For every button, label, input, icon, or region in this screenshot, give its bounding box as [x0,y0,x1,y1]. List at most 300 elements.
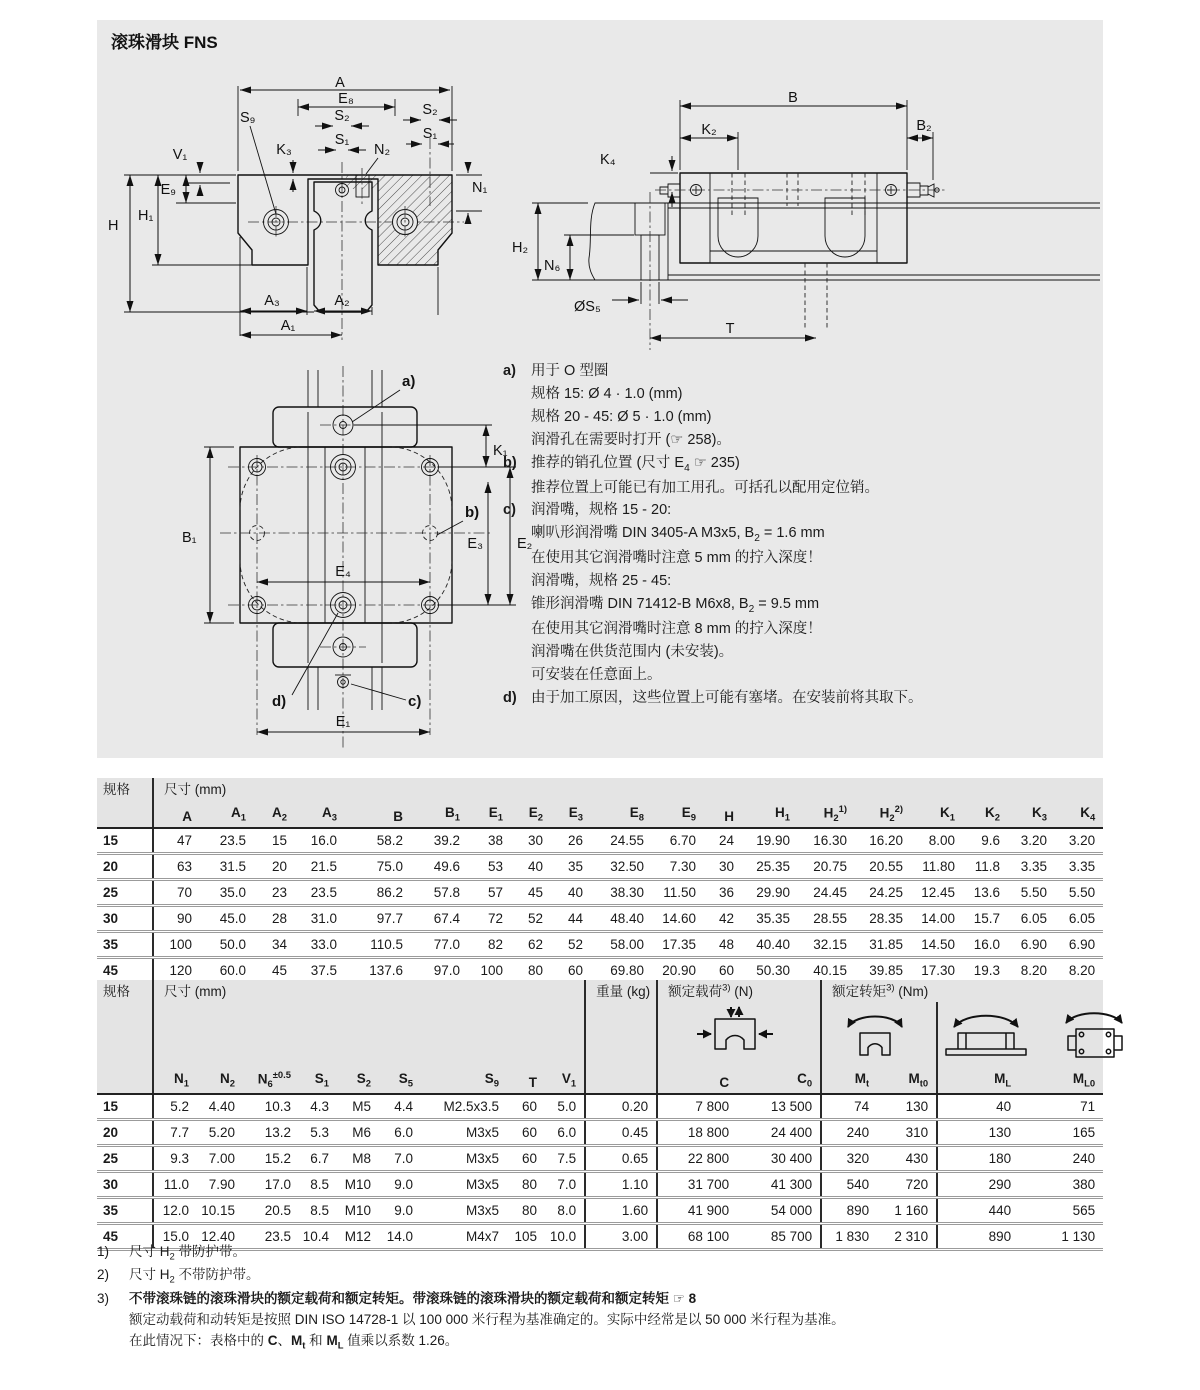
dim-label-e1: E₁ [335,714,351,730]
size-cell: 30 [97,906,153,932]
cell: 14.0 [379,1224,421,1250]
cell: 3.20 [1008,828,1055,854]
dim-label-k3: K₃ [276,142,292,158]
table-row [97,1146,1103,1172]
cell: 31.5 [200,854,254,880]
runner-block-side [680,173,907,263]
column-header: $K_4$ [1055,800,1103,828]
cell: 24 400 [737,1120,821,1146]
cell: 8.20 [1055,958,1103,984]
dim-label-s9: S₉ [240,110,256,126]
dim-label-b2: B₂ [916,118,932,134]
cell: 3.35 [1008,854,1055,880]
dim-label-h1: H₁ [138,208,154,224]
cell: 24.25 [855,880,911,906]
dim-label-k1: K₁ [493,443,508,459]
annotation-body [531,360,1115,452]
column-header: $E_2$ [511,800,551,828]
annotation-body [531,452,1115,500]
table-row [97,1120,1103,1146]
cell: 17.35 [652,932,704,958]
longitudinal-moment-end-icon [1052,1005,1138,1061]
cell: 14.50 [911,932,963,958]
cell: 47 [153,828,200,854]
cell: 40.40 [742,932,798,958]
footnotes [97,1242,1107,1354]
cell: 5.3 [299,1120,337,1146]
t2-letter-row [97,1066,1103,1094]
size-cell: 25 [97,880,153,906]
cell: 36 [704,880,742,906]
cell: 9.6 [963,828,1008,854]
column-header: $M_{L0}$ [1019,1066,1103,1094]
t1-letter-row [97,800,1103,828]
cell: 11.8 [963,854,1008,880]
t2-weight-label: 重量 (kg) [585,980,657,1002]
column-header: $E_1$ [468,800,511,828]
end-cap-bottom [273,623,417,667]
cell: 13.6 [963,880,1008,906]
cell: 41 900 [657,1198,737,1224]
cell: 565 [1019,1198,1103,1224]
column-header: $E_8$ [591,800,652,828]
cell: 50.0 [200,932,254,958]
cell: 4.3 [299,1094,337,1120]
cell: 5.50 [1055,880,1103,906]
cell: 12.0 [153,1198,197,1224]
cell: 890 [821,1198,877,1224]
table-row [97,1198,1103,1224]
cell: M10 [337,1198,379,1224]
footnote [97,1289,1107,1354]
column-header: T [507,1066,545,1094]
dim-label-k2: K₂ [701,122,717,138]
rail-edges [668,203,1100,280]
size-cell: 25 [97,1146,153,1172]
table-row [97,854,1103,880]
cell: 60 [507,1094,545,1120]
cell: 40.15 [798,958,855,984]
cell: 29.90 [742,880,798,906]
cell: 16.0 [295,828,345,854]
cell: 45.0 [200,906,254,932]
cell: 4.40 [197,1094,243,1120]
dim-label-s2b: S₂ [422,102,438,118]
cell: 80 [507,1172,545,1198]
column-header: $E_9$ [652,800,704,828]
size-cell: 35 [97,932,153,958]
cell: 23.5 [243,1224,299,1250]
column-header: B [345,800,411,828]
blank-header [585,1066,657,1094]
cell: 28.35 [855,906,911,932]
cell: 58.2 [345,828,411,854]
cell: 1 830 [821,1224,877,1250]
cell: 4.4 [379,1094,421,1120]
annotation-line: 润滑嘴，规格 25 - 45: [531,573,672,590]
column-header: C [657,1066,737,1094]
footnote-key: 1) [97,1244,110,1259]
cell: 7.30 [652,854,704,880]
cell: 48 [704,932,742,958]
column-header: $N_1$ [153,1066,197,1094]
end-cap-top [273,407,417,447]
annotation-key: b) [503,454,517,471]
annotation-line: 可安装在任意面上。 [531,666,662,683]
column-header: H [704,800,742,828]
cell: 48.40 [591,906,652,932]
annotation-line: 用于 O 型圈 [531,363,609,379]
cell: 69.80 [591,958,652,984]
cell: 62 [511,932,551,958]
cell: 11.50 [652,880,704,906]
dim-label-s5: ØS₅ [574,299,601,315]
cell: 3.20 [1055,828,1103,854]
cell: 7.0 [545,1172,585,1198]
cell: 0.65 [585,1146,657,1172]
cell: 6.0 [379,1120,421,1146]
cell: 39.2 [411,828,468,854]
cell: 9.3 [153,1146,197,1172]
dim-label-b: B [788,90,798,106]
cell: 68 100 [657,1224,737,1250]
cell: 60.0 [200,958,254,984]
annotation-line: 在使用其它润滑嘴时注意 8 mm 的拧入深度！ [531,621,822,638]
cell: M2.5x3.5 [421,1094,507,1120]
t1-group-row [97,778,1103,800]
footnote-line: 尺寸 $H_2$ 带防护带。 [129,1244,247,1263]
column-header: $V_1$ [545,1066,585,1094]
cell: 20.75 [798,854,855,880]
cell: 26 [551,828,591,854]
annotation-line: 锥形润滑嘴 DIN 71412-B M6x8, $B_2 = 9.5$ mm [531,596,820,616]
cell: 25.35 [742,854,798,880]
cell: 12.45 [911,880,963,906]
cell: 240 [1019,1146,1103,1172]
footnote-line: 额定动载荷和动转矩是按照 DIN ISO 14728-1 以 100 000 米行程为基准确定的。实际中经常是以 50 000 米行程为基准。 [129,1311,845,1327]
dim-label-e3: E₃ [467,536,483,552]
cell: 16.0 [963,932,1008,958]
cell: 7.00 [197,1146,243,1172]
size-cell: 30 [97,1172,153,1198]
cell: 38 [468,828,511,854]
rail-edges-top [308,370,382,710]
annotation-body [531,499,1115,686]
cell: 6.05 [1008,906,1055,932]
cell: 15 [254,828,295,854]
annotation-line: 润滑嘴在供货范围内 (未安装)。 [531,643,734,660]
cell: 1.60 [585,1198,657,1224]
annotation-key: c) [503,502,516,519]
cell: 16.20 [855,828,911,854]
footnote-key: 2) [97,1267,110,1283]
cell: 540 [821,1172,877,1198]
cell: M5 [337,1094,379,1120]
annotation-key: d) [503,689,517,706]
cell: 97.7 [345,906,411,932]
cell: 23.5 [295,880,345,906]
cell: 45 [511,880,551,906]
cell: 7.90 [197,1172,243,1198]
dim-label-n1: N₁ [472,180,488,196]
cell: 86.2 [345,880,411,906]
cell: M3x5 [421,1198,507,1224]
cell: 6.7 [299,1146,337,1172]
cell: 130 [877,1094,937,1120]
cell: 18 800 [657,1120,737,1146]
cell: 11.0 [153,1172,197,1198]
cell: 8.00 [911,828,963,854]
column-header: $K_2$ [963,800,1008,828]
column-header: $S_1$ [299,1066,337,1094]
blank-header [97,1066,153,1094]
table-row [97,828,1103,854]
cell: 22 800 [657,1146,737,1172]
ball-track-arcs [240,447,452,623]
cell: 120 [153,958,200,984]
dim-label-a1: A₁ [280,318,296,334]
table-row [97,1172,1103,1198]
size-cell: 15 [97,828,153,854]
cell: 7 800 [657,1094,737,1120]
cell: 40 [551,880,591,906]
table-row [97,1094,1103,1120]
cell: 180 [937,1146,1019,1172]
cell: 20 [254,854,295,880]
cell: 40 [937,1094,1019,1120]
cell: 1 160 [877,1198,937,1224]
column-header: $H_2^{1)}$ [798,800,855,828]
dim-label-a2: A₂ [334,293,350,309]
cell: 6.70 [652,828,704,854]
annotation-line: 规格 20 - 45: Ø 5 · 1.0 (mm) [531,408,712,425]
cell: 45 [254,958,295,984]
cell: 72 [468,906,511,932]
cell: 380 [1019,1172,1103,1198]
column-header: $K_1$ [911,800,963,828]
cell: 100 [468,958,511,984]
column-header: $C_0$ [737,1066,821,1094]
cell: 53 [468,854,511,880]
annotation-key: a) [503,363,516,379]
dim-label-e8: E₈ [338,91,354,107]
t2-body [97,1094,1103,1250]
cell: 54 000 [737,1198,821,1224]
cell: M8 [337,1146,379,1172]
cell: 8.5 [299,1172,337,1198]
cell: 290 [937,1172,1019,1198]
cell: 24 [704,828,742,854]
cell: 30 400 [737,1146,821,1172]
dim-label-v1: V₁ [172,147,188,163]
cell: 2 310 [877,1224,937,1250]
cell: 23.5 [200,828,254,854]
cell: 5.2 [153,1094,197,1120]
cell: M4x7 [421,1224,507,1250]
cell: 60 [551,958,591,984]
cell: 240 [821,1120,877,1146]
annotation-line: 润滑孔在需要时打开 (☞ 258)。 [531,431,731,448]
cell: 8.0 [545,1198,585,1224]
cell: 67.4 [411,906,468,932]
cell: 10.15 [197,1198,243,1224]
cell: 30 [511,828,551,854]
torsional-moment-icon [836,1005,914,1061]
column-header: $M_{t0}$ [877,1066,937,1094]
cell: 32.50 [591,854,652,880]
cell: 165 [1019,1120,1103,1146]
footnote-body [129,1265,1107,1288]
cell: M3x5 [421,1120,507,1146]
cell: 37.5 [295,958,345,984]
cell: 0.20 [585,1094,657,1120]
cell: 440 [937,1198,1019,1224]
cell: 77.0 [411,932,468,958]
dim-label-e2: E₂ [517,536,533,552]
cell: 74 [821,1094,877,1120]
cell: 75.0 [345,854,411,880]
cell: 6.90 [1055,932,1103,958]
annotations [503,360,1115,710]
cell: 9.0 [379,1172,421,1198]
size-cell: 20 [97,1120,153,1146]
column-header: $M_L$ [937,1066,1019,1094]
dim-label-n2: N₂ [374,142,391,158]
dim-label-s2: S₂ [334,108,350,124]
cell: 130 [937,1120,1019,1146]
lube-port-left [660,184,680,197]
blank-header [97,800,153,828]
cell: 7.5 [545,1146,585,1172]
cell: 9.0 [379,1198,421,1224]
cell: M12 [337,1224,379,1250]
cell: 57.8 [411,880,468,906]
column-header: $S_9$ [421,1066,507,1094]
footnote-key: 3) [97,1290,110,1306]
cell: M6 [337,1120,379,1146]
annotation-line: 推荐的销孔位置 (尺寸 $E_4$ ☞ 235) [531,454,740,474]
column-header: $A_3$ [295,800,345,828]
cell: 24.45 [798,880,855,906]
cell: 19.3 [963,958,1008,984]
cell: 34 [254,932,295,958]
column-header: $H_2^{2)}$ [855,800,911,828]
cell: 6.05 [1055,906,1103,932]
cell: 430 [877,1146,937,1172]
cell: M3x5 [421,1172,507,1198]
cell: 28.55 [798,906,855,932]
size-cell: 45 [97,1224,153,1250]
cell: 100 [153,932,200,958]
cell: 3.00 [585,1224,657,1250]
cell: 31.85 [855,932,911,958]
cell: 5.0 [545,1094,585,1120]
cell: 0.45 [585,1120,657,1146]
cell: 57 [468,880,511,906]
cell: 85 700 [737,1224,821,1250]
annotation-body [531,687,1115,710]
front-section-drawing [100,74,500,346]
cell: 5.20 [197,1120,243,1146]
table-row [97,932,1103,958]
t2-group-row [97,980,1103,1002]
cell: 52 [551,932,591,958]
cell: 10.0 [545,1224,585,1250]
cell: 80 [511,958,551,984]
size-cell: 45 [97,958,153,984]
cell: 15.2 [243,1146,299,1172]
cell: 310 [877,1120,937,1146]
cell: 6.90 [1008,932,1055,958]
size-cell: 20 [97,854,153,880]
cell: 23 [254,880,295,906]
footnote-body [129,1289,1107,1354]
cell: 3.35 [1055,854,1103,880]
cell: 39.85 [855,958,911,984]
cell: 13 500 [737,1094,821,1120]
t2-size-label: 规格 [97,980,153,1002]
footnote-line: 在此情况下：表格中的 C、$M_t$ 和 $M_L$ 值乘以系数 1.26。 [129,1332,459,1352]
size-cell: 35 [97,1198,153,1224]
cell: 35 [551,854,591,880]
cell: 7.0 [379,1146,421,1172]
cell: 14.00 [911,906,963,932]
column-header: A [153,800,200,828]
dim-label-s1b: S₁ [422,126,438,142]
column-header: $N_2$ [197,1066,243,1094]
rated-load-directions-icon [687,1005,783,1061]
cell: 40 [511,854,551,880]
cell: 49.6 [411,854,468,880]
cell: 35.0 [200,880,254,906]
callout-c: c) [408,693,422,710]
cell: 31 700 [657,1172,737,1198]
cell: M10 [337,1172,379,1198]
dim-label-k4: K₄ [600,152,616,168]
annotation-line: 在使用其它润滑嘴时注意 5 mm 的拧入深度！ [531,550,822,567]
dim-label-t: T [725,321,735,337]
column-header: $K_3$ [1008,800,1055,828]
cell: 33.0 [295,932,345,958]
footnote-line: 不带滚珠链的滚珠滑块的额定载荷和额定转矩。带滚珠链的滚珠滑块的额定载荷和额定转矩 ☞ 8 [129,1290,697,1306]
rail-end-section [589,203,668,280]
cell: 137.6 [345,958,411,984]
column-header: $H_1$ [742,800,798,828]
mounting-holes-hidden [732,173,865,215]
dim-label-h2: H₂ [512,240,529,256]
size-cell: 15 [97,1094,153,1120]
cell: 60 [704,958,742,984]
cell: 6.0 [545,1120,585,1146]
dim-label-n6: N₆ [544,258,561,274]
cell: 44 [551,906,591,932]
cell: 35.35 [742,906,798,932]
cell: 71 [1019,1094,1103,1120]
table-row [97,906,1103,932]
column-header: $M_t$ [821,1066,877,1094]
dim-label-h: H [108,218,119,234]
column-header: $S_5$ [379,1066,421,1094]
cell: 8.20 [1008,958,1055,984]
cell: 30 [704,854,742,880]
t2-icon-row [97,1002,1103,1066]
cell: 97.0 [411,958,468,984]
cell: 52 [511,906,551,932]
cell: 720 [877,1172,937,1198]
cell: 16.30 [798,828,855,854]
annotation-line: 润滑嘴，规格 15 - 20: [531,502,672,519]
cell: 28 [254,906,295,932]
